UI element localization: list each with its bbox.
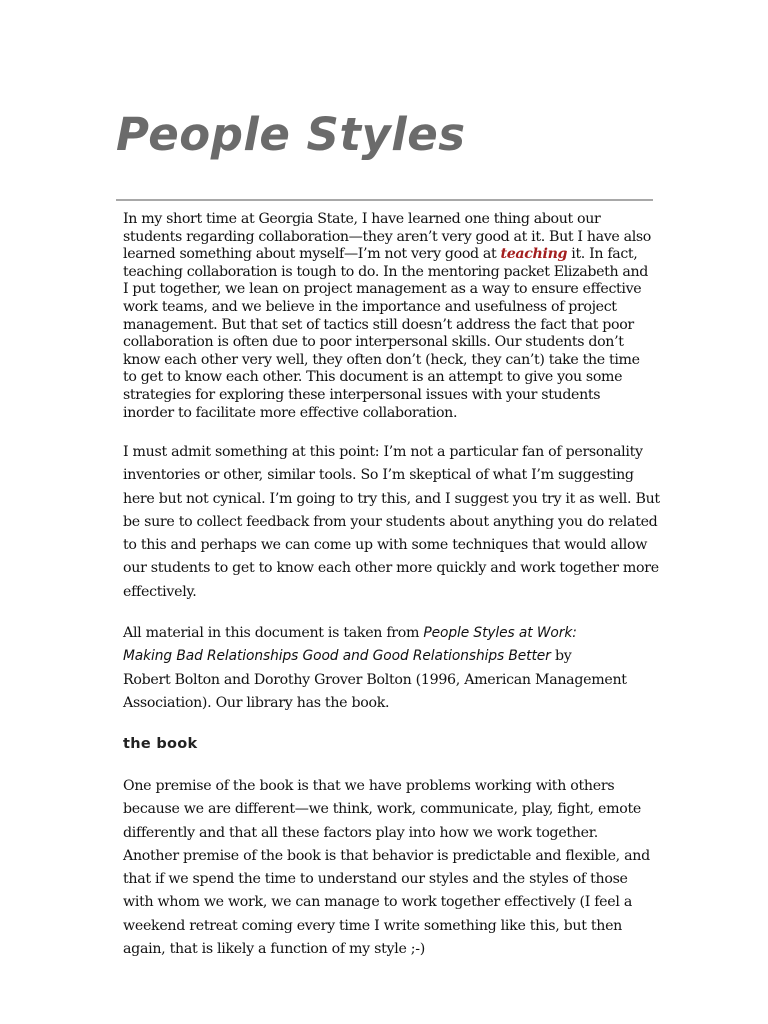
text-line: here but not cynical. I’m going to try this, and I suggest you try it as well. But <box>123 490 660 507</box>
text-line <box>123 622 651 645</box>
text-line: Robert Bolton and Dorothy Grover Bolton (1996, American Management <box>123 671 627 688</box>
book-title: People Styles at Work: <box>423 625 577 641</box>
text-line: because we are different—we think, work, communicate, play, fight, emote <box>123 801 641 818</box>
text-line: Another premise of the book is that behavior is predictable and flexible, and <box>123 847 650 864</box>
text-line: teaching collaboration is tough to do. In the mentoring packet Elizabeth and <box>123 263 649 280</box>
text-line: weekend retreat coming every time I write something like this, but then <box>123 917 623 934</box>
text-line: strategies for exploring these interpersonal issues with your students <box>123 386 601 403</box>
text-line: collaboration is often due to poor interpersonal skills. Our students don’t <box>123 334 624 351</box>
text-line <box>123 246 651 264</box>
text-line: I put together, we lean on project management as a way to ensure effective <box>123 281 642 298</box>
text-line: to get to know each other. This document is an attempt to give you some <box>123 369 623 386</box>
text-line: inorder to facilitate more effective collaboration. <box>123 404 458 421</box>
text-segment: All material in this document is taken from <box>123 625 424 641</box>
text-line: students regarding collaboration—they aren’t very good at it. But I have also <box>123 228 651 245</box>
text-line: our students to get to know each other more quickly and work together more <box>123 560 659 577</box>
text-line: inventories or other, similar tools. So I’m skeptical of what I’m suggesting <box>123 467 634 484</box>
source-paragraph <box>123 622 651 715</box>
text-line: I must admit something at this point: I’m not a particular fan of personality <box>123 444 643 460</box>
text-line: to this and perhaps we can come up with some techniques that would allow <box>123 537 648 554</box>
book-title: Making Bad Relationships Good and Good Relationships Better <box>123 648 551 665</box>
premise-paragraph <box>123 775 651 961</box>
text-line: effectively. <box>123 583 197 600</box>
text-segment: it. In fact, <box>567 246 638 263</box>
section-heading: the book <box>123 736 198 752</box>
text-line: Association). Our library has the book. <box>123 694 390 711</box>
text-line: with whom we work, we can manage to work together effectively (I feel a <box>123 894 632 911</box>
text-line: differently and that all these factors play into how we work together. <box>123 824 598 841</box>
admission-paragraph <box>123 441 660 604</box>
text-line: know each other very well, they often don’t (heck, they can’t) take the time <box>123 351 640 368</box>
text-line: that if we spend the time to understand our styles and the styles of those <box>123 871 628 888</box>
text-line: One premise of the book is that we have problems working with others <box>123 778 615 794</box>
text-segment: learned something about myself—I’m not very good at <box>123 246 501 263</box>
document-title: People Styles <box>116 108 466 161</box>
emphasized-word: teaching <box>500 246 568 263</box>
text-line: management. But that set of tactics still doesn’t address the fact that poor <box>123 316 634 333</box>
text-line: again, that is likely a function of my style ;-) <box>123 941 425 958</box>
intro-paragraph <box>123 211 651 422</box>
text-line: be sure to collect feedback from your students about anything you do related <box>123 513 658 530</box>
text-line <box>123 645 651 668</box>
text-line: In my short time at Georgia State, I have learned one thing about our <box>123 211 601 227</box>
text-line: work teams, and we believe in the importance and usefulness of project <box>123 298 617 315</box>
text-segment: by <box>550 648 572 665</box>
title-divider <box>116 199 653 201</box>
